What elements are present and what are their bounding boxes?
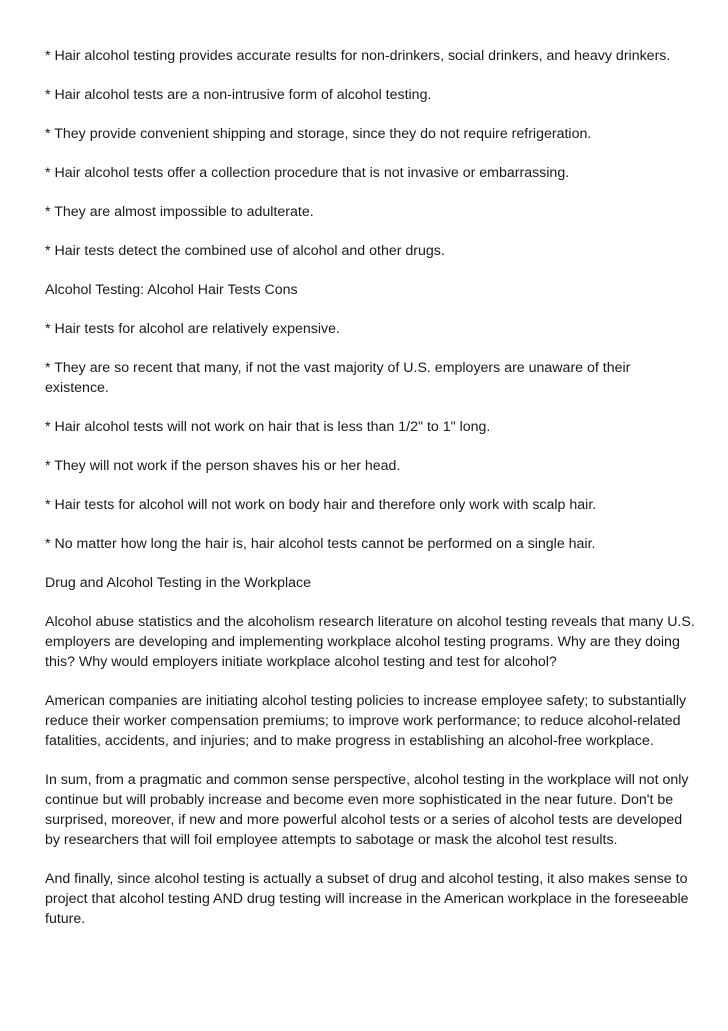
- paragraph-in-sum: In sum, from a pragmatic and common sense perspective, alcohol testing in the workplace will not only continue but will probably increase and become even more sophisticated in the near future. Don't be surprised, moreover, if new and more powerful alcohol tests or a series of alcohol tests are developed by researchers that will foil employee attempts to sabotage or mask the alcohol test results.: [45, 772, 689, 848]
- bullet-adulterate: * They are almost impossible to adulterate.: [45, 204, 314, 220]
- bullet-hair-length: * Hair alcohol tests will not work on hair that is less than 1/2" to 1" long.: [45, 419, 491, 435]
- bullet-employers-unaware: * They are so recent that many, if not the vast majority of U.S. employers are unaware of their existence.: [45, 360, 631, 396]
- bullet-non-intrusive: * Hair alcohol tests are a non-intrusive form of alcohol testing.: [45, 87, 432, 103]
- bullet-shaved-head: * They will not work if the person shaves his or her head.: [45, 458, 401, 474]
- document-page: [45, 46, 695, 948]
- bullet-body-hair: * Hair tests for alcohol will not work on body hair and therefore only work with scalp hair.: [45, 497, 597, 513]
- bullet-accurate-results: * Hair alcohol testing provides accurate results for non-drinkers, social drinkers, and heavy drinkers.: [45, 48, 671, 64]
- paragraph-american-companies: American companies are initiating alcohol testing policies to increase employee safety; to substantially reduce their worker compensation premiums; to improve work performance; to reduce alcohol-related fatalities, accidents, and injuries; and to make progress in establishing an alcohol-free workplace.: [45, 693, 687, 749]
- paragraph-finally: And finally, since alcohol testing is actually a subset of drug and alcohol testing, it also makes sense to project that alcohol testing AND drug testing will increase in the American workplace in the foreseeable future.: [45, 871, 689, 927]
- bullet-shipping-storage: * They provide convenient shipping and storage, since they do not require refrigeration.: [45, 126, 592, 142]
- bullet-single-hair: * No matter how long the hair is, hair alcohol tests cannot be performed on a single hair.: [45, 536, 596, 552]
- section-heading-cons: Alcohol Testing: Alcohol Hair Tests Cons: [45, 282, 298, 298]
- bullet-expensive: * Hair tests for alcohol are relatively expensive.: [45, 321, 340, 337]
- bullet-combined-use: * Hair tests detect the combined use of alcohol and other drugs.: [45, 243, 445, 259]
- paragraph-statistics: Alcohol abuse statistics and the alcoholism research literature on alcohol testing reveals that many U.S. employers are developing and implementing workplace alcohol testing programs. Why are they doing this? Why would employers initiate workplace alcohol testing and test for alcohol?: [45, 614, 695, 670]
- section-heading-workplace: Drug and Alcohol Testing in the Workplace: [45, 575, 312, 591]
- bullet-collection-procedure: * Hair alcohol tests offer a collection procedure that is not invasive or embarrassing.: [45, 165, 570, 181]
